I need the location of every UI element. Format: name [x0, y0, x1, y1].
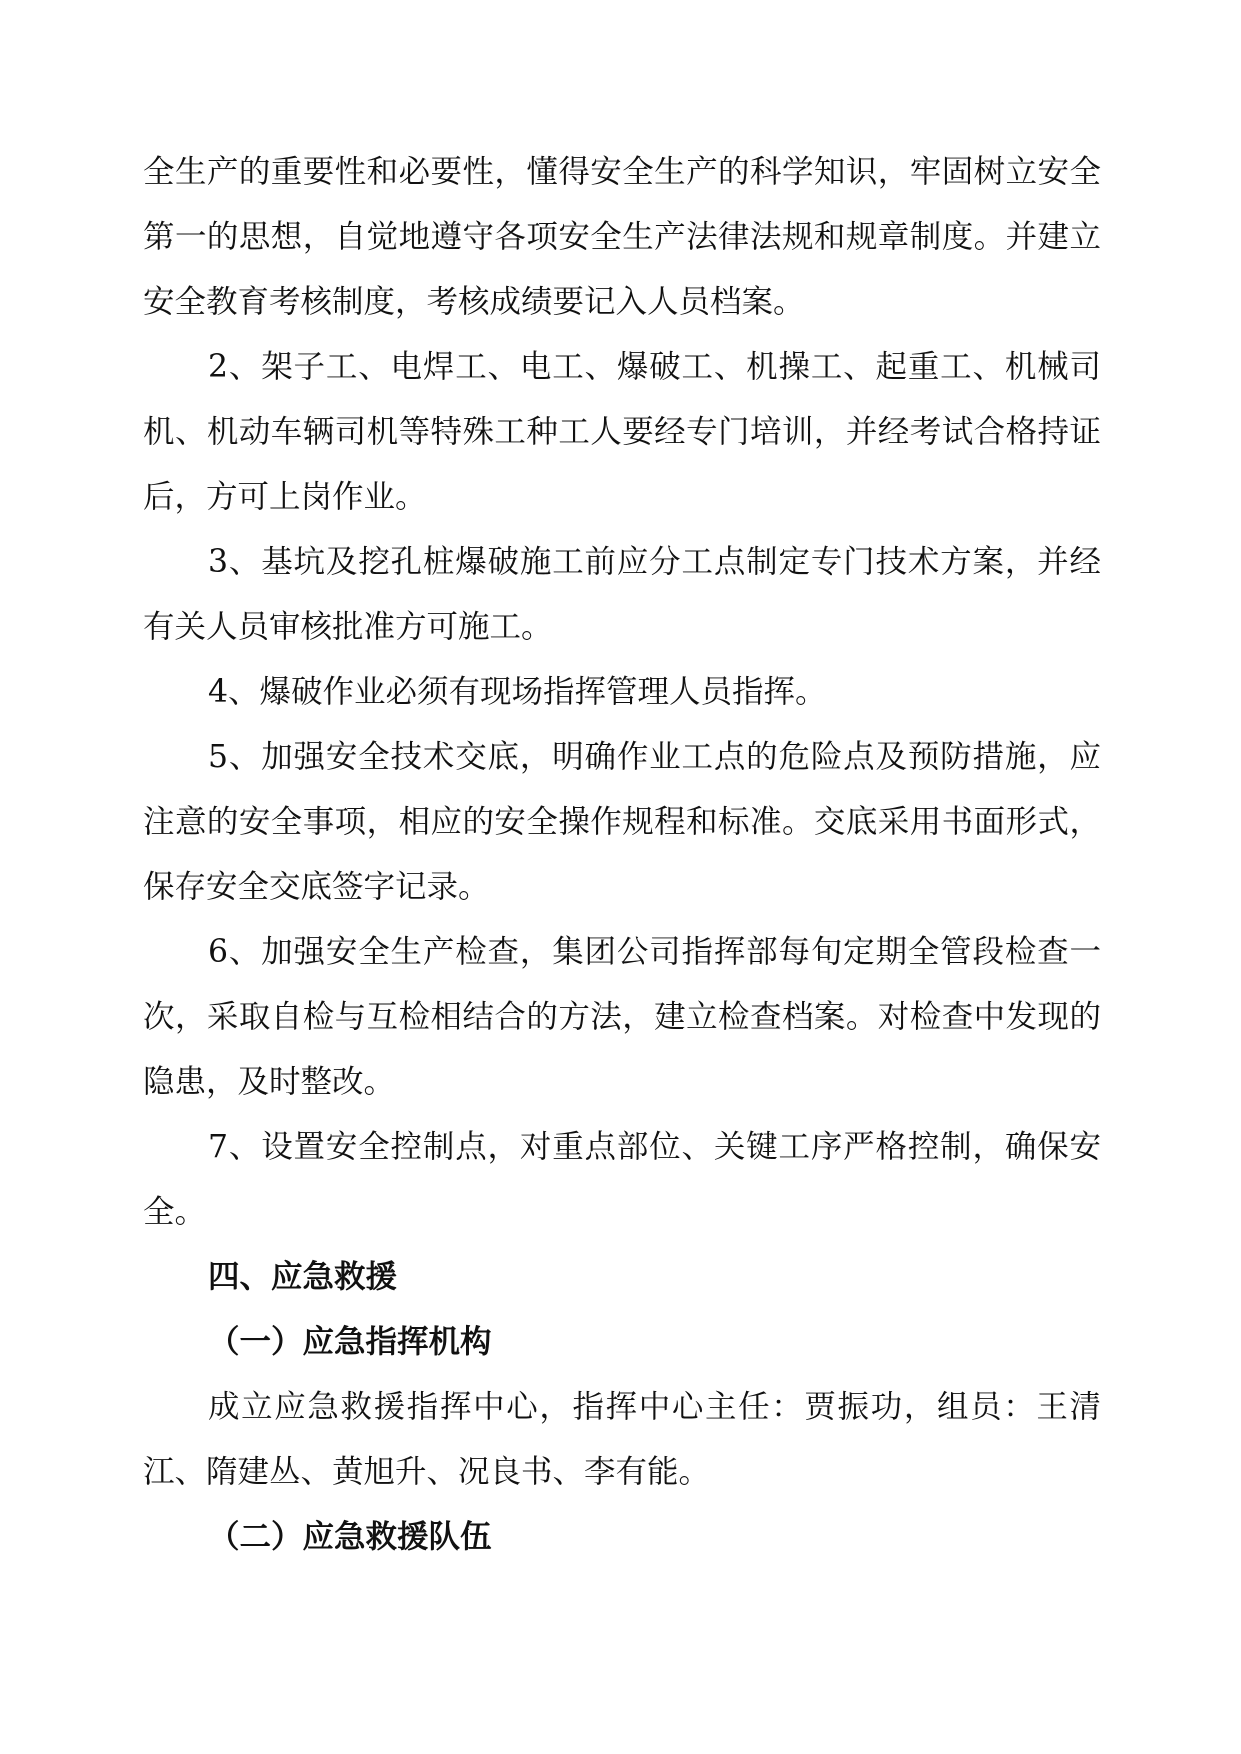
- section-heading-emergency-rescue: 四、应急救援: [208, 1259, 398, 1295]
- paragraph-item-2: 2、架子工、电焊工、电工、爆破工、机操工、起重工、机械司机、机动车辆司机等特殊工种工人要经专门培训，并经考试合格持证后，方可上岗作业。: [143, 349, 1101, 515]
- subheading-command-organization: （一）应急指挥机构: [208, 1324, 492, 1360]
- paragraph-item-6: 6、加强安全生产检查，集团公司指挥部每旬定期全管段检查一次，采取自检与互检相结合的方法，建立检查档案。对检查中发现的隐患，及时整改。: [143, 934, 1101, 1100]
- subheading-rescue-team: （二）应急救援队伍: [208, 1519, 492, 1555]
- paragraph-safety-education: 全生产的重要性和必要性，懂得安全生产的科学知识，牢固树立安全第一的思想，自觉地遵守各项安全生产法律法规和规章制度。并建立安全教育考核制度，考核成绩要记入人员档案。: [143, 154, 1101, 320]
- paragraph-item-3: 3、基坑及挖孔桩爆破施工前应分工点制定专门技术方案，并经有关人员审核批准方可施工。: [143, 544, 1101, 645]
- paragraph-command-center: 成立应急救援指挥中心，指挥中心主任：贾振功，组员：王清江、隋建丛、黄旭升、况良书、李有能。: [143, 1389, 1101, 1490]
- paragraph-item-7: 7、设置安全控制点，对重点部位、关键工序严格控制，确保安全。: [143, 1129, 1101, 1230]
- paragraph-item-5: 5、加强安全技术交底，明确作业工点的危险点及预防措施，应注意的安全事项，相应的安全操作规程和标准。交底采用书面形式，保存安全交底签字记录。: [143, 739, 1101, 905]
- paragraph-item-4: 4、爆破作业必须有现场指挥管理人员指挥。: [208, 674, 827, 710]
